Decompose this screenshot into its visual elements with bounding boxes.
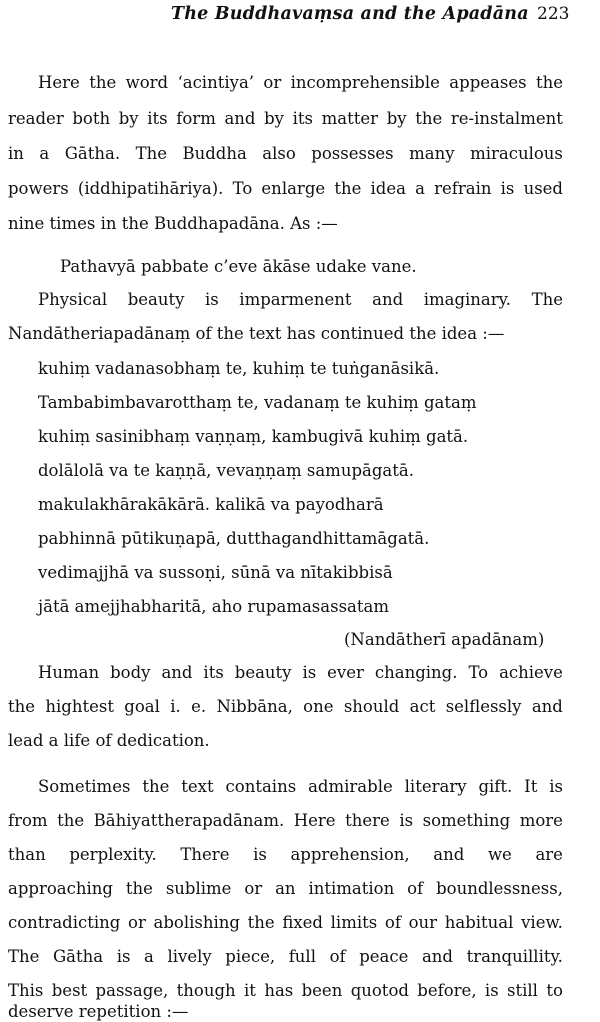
verse-line: kuhiṃ vadanasobhaṃ te, kuhiṃ te tuṅganāsikā. xyxy=(38,359,440,378)
page-number: 223 xyxy=(537,4,570,24)
text-line: Sometimes the text contains admirable literary gift. It is xyxy=(38,777,563,796)
text-line: approaching the sublime or an intimation of boundlessness, xyxy=(8,879,563,898)
verse-line: Tambabimbavarotthaṃ te, vadanaṃ te kuhiṃ gataṃ xyxy=(38,393,477,412)
text-line: nine times in the Buddhapadāna. As :— xyxy=(8,214,338,233)
verse-line: pabhinnā pūtikuṇapā, dutthagandhittamāgatā. xyxy=(38,529,430,548)
text-line: This best passage, though it has been quotod before, is still to xyxy=(8,981,563,1000)
text-line: powers (iddhipatihāriya). To enlarge the idea a refrain is used xyxy=(8,179,563,198)
verse-citation: (Nandātherī apadānam) xyxy=(344,630,545,649)
text-line: lead a life of dedication. xyxy=(8,731,210,750)
text-line: the hightest goal i. e. Nibbāna, one should act selflessly and xyxy=(8,697,563,716)
text-line: in a Gātha. The Buddha also possesses many miraculous xyxy=(8,144,563,163)
text-line: deserve repetition :— xyxy=(8,1002,189,1021)
text-line: Physical beauty is imparmenent and imaginary. The xyxy=(38,290,563,309)
text-line: Nandātheriapadānaṃ of the text has continued the idea :— xyxy=(8,324,505,343)
text-line: The Gātha is a lively piece, full of peace and tranquillity. xyxy=(8,947,563,966)
verse-line: jātā amejjhabharitā, aho rupamasassatam xyxy=(38,597,389,616)
running-title: The Buddhavaṃsa and the Apadāna xyxy=(171,4,529,24)
verse-line: vedimajjhā va sussoṇi, sūnā va nītakibbisā xyxy=(38,563,393,582)
text-line: reader both by its form and by its matter by the re-instalment xyxy=(8,109,563,128)
page-header xyxy=(0,4,600,30)
refrain-quote: Pathavyā pabbate c’eve ākāse udake vane. xyxy=(60,257,417,276)
text-line: Here the word ‘acintiya’ or incomprehensible appeases the xyxy=(38,73,563,92)
verse-line: makulakhārakākārā. kalikā va payodharā xyxy=(38,495,384,514)
text-line: contradicting or abolishing the fixed limits of our habitual view. xyxy=(8,913,563,932)
verse-line: dolālolā va te kaṇṇā, vevaṇṇaṃ samupāgatā. xyxy=(38,461,414,480)
verse-line: kuhiṃ sasinibhaṃ vaṇṇaṃ, kambugivā kuhiṃ gatā. xyxy=(38,427,469,446)
text-line: from the Bāhiyattherapadānam. Here there is something more xyxy=(8,811,563,830)
text-line: than perplexity. There is apprehension, and we are xyxy=(8,845,563,864)
text-line: Human body and its beauty is ever changing. To achieve xyxy=(38,663,563,682)
